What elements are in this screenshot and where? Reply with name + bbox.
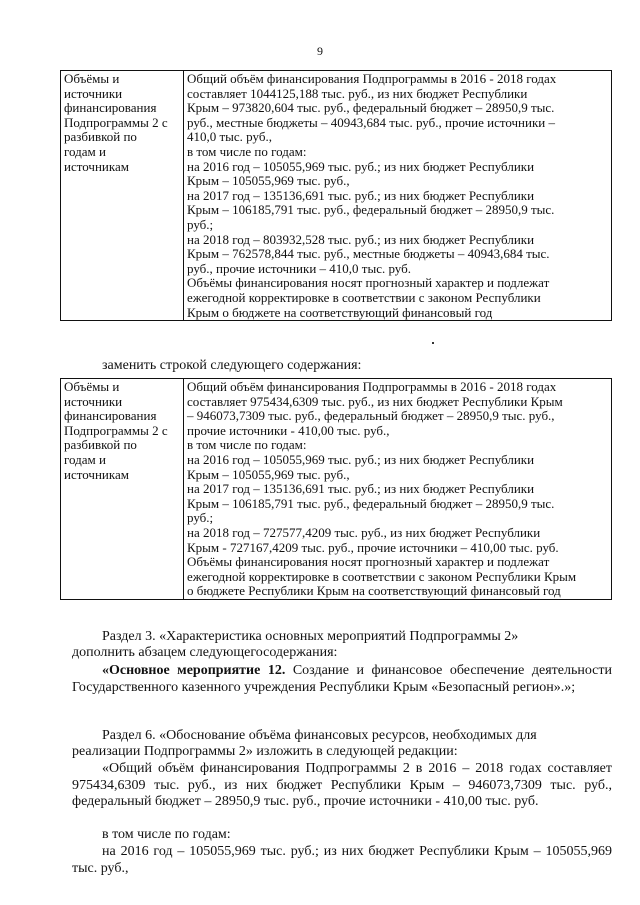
- label-line: разбивкой по: [64, 129, 137, 145]
- content-line: Крым – 106185,791 тыс. руб., федеральный бюджет – 28950,9 тыс.: [187, 202, 555, 218]
- page-number: 9: [317, 44, 323, 58]
- section6-heading: Раздел 6. «Обоснование объёма финансовых ресурсов, необходимых для: [102, 728, 537, 743]
- table-label-cell: [61, 71, 184, 321]
- replace-instruction: заменить строкой следующего содержания:: [102, 358, 362, 373]
- content-line: на 2018 год – 803932,528 тыс. руб.; из них бюджет Республики: [187, 231, 535, 247]
- label-line: источникам: [64, 158, 129, 174]
- main-event-12: [72, 663, 612, 696]
- content-line: на 2017 год – 135136,691 тыс. руб.; из них бюджет Республики: [187, 481, 535, 497]
- content-line: на 2018 год – 727577,4209 тыс. руб., из них бюджет Республики: [187, 524, 541, 540]
- content-line: Крым – 106185,791 тыс. руб., федеральный бюджет – 28950,9 тыс.: [187, 495, 555, 511]
- financing-table-new: [60, 378, 612, 600]
- content-line: ежегодной корректировке в соответствии с законом Республики: [187, 289, 541, 305]
- table-content-cell: [184, 379, 612, 600]
- content-line: составляет 1044125,188 тыс. руб., из них бюджет Республики: [187, 85, 528, 101]
- content-line: составляет 975434,6309 тыс. руб., из них бюджет Республики Крым: [187, 393, 563, 409]
- label-line: годам и: [64, 451, 106, 467]
- content-line: в том числе по годам:: [187, 143, 307, 159]
- label-line: годам и: [64, 143, 106, 159]
- content-line: Общий объём финансирования Подпрограммы в 2016 - 2018 годах: [187, 71, 557, 86]
- table-label-cell: [61, 379, 184, 600]
- content-line: в том числе по годам:: [187, 437, 307, 453]
- content-line: Крым о бюджете на соответствующий финансовый год: [187, 304, 493, 320]
- financing-quote: «Общий объём финансирования Подпрограммы 2 в 2016 – 2018 годах составляет 975434,6309 тыс. руб., из них бюджет Республики Крым – 946073,7309 тыс. руб., федеральный бюджет – 28950,9 тыс. руб., прочие источники - 410,00 тыс. руб.: [72, 761, 612, 809]
- content-line: Крым - 727167,4209 тыс. руб., прочие источники – 410,00 тыс. руб.: [187, 539, 559, 555]
- content-line: руб.;: [187, 216, 214, 232]
- content-line: на 2016 год – 105055,969 тыс. руб.; из них бюджет Республики: [187, 451, 535, 467]
- label-line: Подпрограммы 2 с: [64, 114, 168, 130]
- year-2016-line: на 2016 год – 105055,969 тыс. руб.; из них бюджет Республики Крым – 105055,969 тыс. руб.,: [72, 844, 612, 876]
- content-line: ежегодной корректировке в соответствии с законом Республики Крым: [187, 568, 577, 584]
- content-line: руб., местные бюджеты – 40943,684 тыс. руб., прочие источники –: [187, 114, 555, 130]
- content-line: на 2016 год – 105055,969 тыс. руб.; из них бюджет Республики: [187, 158, 535, 174]
- content-line: 410,0 тыс. руб.,: [187, 129, 272, 145]
- content-line: руб.;: [187, 510, 214, 526]
- content-line: Крым – 105055,969 тыс. руб.,: [187, 173, 350, 189]
- label-line: Подпрограммы 2 с: [64, 422, 168, 438]
- label-line: источники: [64, 393, 123, 409]
- content-line: Крым – 105055,969 тыс. руб.,: [187, 466, 350, 482]
- content-line: на 2017 год – 135136,691 тыс. руб.; из них бюджет Республики: [187, 187, 535, 203]
- section6-instruction: реализации Подпрограммы 2» изложить в следующей редакции:: [72, 744, 458, 759]
- event-text: Создание и финансовое обеспечение деятельности Государственного казенного учреждения Республики Крым «Безопасный регион».»;: [72, 663, 612, 695]
- event-label: «Основное мероприятие 12.: [102, 663, 286, 678]
- content-line: руб., прочие источники – 410,0 тыс. руб.: [187, 260, 411, 276]
- label-line: источникам: [64, 466, 129, 482]
- label-line: разбивкой по: [64, 437, 137, 453]
- label-line: Объёмы и: [64, 379, 120, 394]
- content-line: Крым – 762578,844 тыс. руб., местные бюджеты – 40943,684 тыс.: [187, 246, 550, 262]
- label-line: Объёмы и: [64, 71, 120, 86]
- content-line: Объёмы финансирования носят прогнозный характер и подлежат: [187, 554, 550, 570]
- section3-heading: Раздел 3. «Характеристика основных мероприятий Подпрограммы 2»: [102, 629, 519, 644]
- by-years-line: в том числе по годам:: [102, 827, 231, 842]
- label-line: финансирования: [64, 100, 157, 116]
- label-line: источники: [64, 85, 123, 101]
- content-line: Общий объём финансирования Подпрограммы в 2016 - 2018 годах: [187, 379, 557, 394]
- content-line: о бюджете Республики Крым на соответствующий финансовый год: [187, 583, 561, 599]
- section3-instruction: дополнить абзацем следующегосодержания:: [72, 645, 338, 660]
- content-line: – 946073,7309 тыс. руб., федеральный бюджет – 28950,9 тыс. руб.,: [187, 408, 555, 424]
- content-line: Объёмы финансирования носят прогнозный характер и подлежат: [187, 275, 550, 291]
- content-line: прочие источники - 410,00 тыс. руб.,: [187, 422, 390, 438]
- content-line: Крым – 973820,604 тыс. руб., федеральный бюджет – 28950,9 тыс.: [187, 100, 555, 116]
- label-line: финансирования: [64, 408, 157, 424]
- scan-speck: [432, 342, 434, 344]
- financing-table-old: [60, 70, 612, 321]
- table-content-cell: [184, 71, 612, 321]
